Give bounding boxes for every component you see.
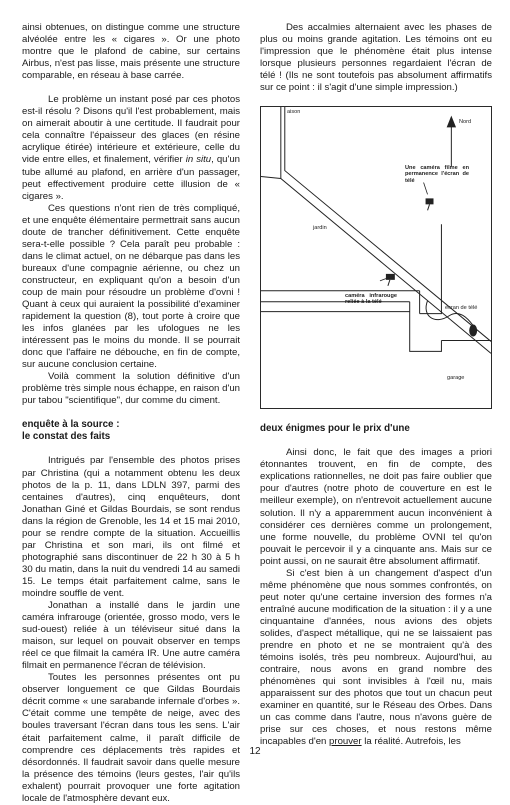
tv-screen-mark [469, 325, 477, 337]
label-ecran: écran de télé [445, 305, 478, 312]
label-maison: aison [287, 109, 301, 116]
paragraph: Ainsi donc, le fait que des images a priori étonnantes trouvent, en fin de compte, des explications rationnelles, ne doit pas faire oublier que pour d'autres (notre photo de couverture en est le meilleur exemple), on n'entrevoit actuellement aucune solution. Il n'y a apparemment aucun inconvénient à considérer ces dernières comme un prolongement, une forme nouvelle, du problème OVNI tel qu'on pouvait le percevoir il y a cinquante ans. Mais sur ce point aussi, on ne saurait être absolument affirmatif. [260, 447, 492, 567]
paragraph: Intrigués par l'ensemble des photos prises par Christina (qui a notamment obtenu les deux photos de la p. 11, dans LDLN 397, parmi des centaines d'autres), cinq enquêteurs, dont Jonathan Giné et Gildas Bourdais, se sont rendus dans la région de Grenoble, les 14 et 15 mai 2010, pour se rendre compte de la situation. Accueillis par Christina et son mari, ils ont filmé et photographié sans discontinuer de 22 h 30 à 5 h 30 du matin, dans la nuit du vendredi 14 au samedi 15. Le temps était parfaitement calme, sans le moindre souffle de vent. [22, 455, 240, 599]
section-heading: deux énigmes pour le prix d'une [260, 423, 410, 435]
paragraph: Le problème un instant posé par ces photos est-il résolu ? Disons qu'il l'est probablement, mais on aimerait aboutir à une certitude. Il faudrait pour cela connaître l'épaisseur des glaces (en résine acrylique étirée) intérieure et extérieure, celle du vide entre elles, et finalement, vérifier in situ, qu'un tube allumé au plafond, en arrière d'un passager, peut effectivement produire cette illusion de « cigares ». [22, 94, 241, 202]
paragraph: Ces questions n'ont rien de très compliqué, et une enquête élémentaire permettrait sans aucun doute de trancher définitivement. Cette enquête sera-t-elle possible ? Cela paraît peu probable : dans le climat actuel, on ne débarque pas dans les bureaux d'une compagnie aérienne, ou chez un constructeur, en expliquant qu'on a besoin d'un coup de main pour résoudre un problème d'ovni ! Quant à ceux qui auraient la possibilité d'examiner rapidement la question (8), tout porte à croire que les infos glanées par les ufologues ne les intéressent pas le moins du monde. Il se pourrait donc que l'affaire ne débouche, en fin de compte, sur aucune conclusion certaine. [22, 202, 240, 371]
house-corner-line [261, 177, 281, 179]
right-column [260, 22, 492, 748]
north-arrow [447, 117, 455, 167]
leader-line [424, 183, 428, 195]
camera-ir [386, 274, 395, 286]
paragraph: Si c'est bien à un changement d'aspect d'un même phénomène que nous sommes confrontés, on peut noter qu'une certaine inversion des formes n'a entraîné aucune modification de la situation : il y a une cinquantaine d'années, nous avions des objets solides, d'aspect métallique, qui ne se laissaient pas prendre en photo et ne se montraient qu'à des témoins isolés, très peu nombreux. Aujourd'hui, au contraire, nous avons en grand nombre des phénomènes qui sont invisibles à l'œil nu, mais apparaissent sur des photos que tout un chacun peut examiner en quantité, sur le Réseau des Orbes. Dans un cas comme dans l'autre, nous n'avons guère de prise sur ces choses, et nous restons même incapables d'en prouver la réalité. Autrefois, les [260, 567, 492, 748]
label-camera-tv: Une caméra filme en permanence l'écran de télé [405, 165, 469, 184]
paragraph: ainsi obtenues, on distingue comme une structure alvéolée entre les « cigares ». Or une photo montre que le plafond de cabine, sur certains Airbus, n'est pas lisse, mais présente une structure comparable, en réseau à base carrée. [22, 22, 240, 82]
label-garage: garage [447, 375, 465, 382]
label-camera-ir: caméra infrarouge reliée à la télé [345, 293, 397, 306]
label-nord: Nord [459, 119, 472, 126]
paragraph: Des accalmies alternaient avec les phases de plus ou moins grande agitation. Les témoins ont eu l'impression que le phénomène était plus intense lorsque plusieurs personnes regardaient l'écran de télé ! (Ils ne sont toutefois pas absolument affirmatifs sur ce point : il s'agit d'une simple impression.) [260, 22, 492, 94]
paragraph: Voilà comment la solution définitive d'un problème très simple nous échappe, en raison d'un pur tabou "scientifique", dur comme du ciment. [22, 371, 240, 407]
label-jardin: jardin [313, 225, 327, 232]
underlined-text: prouver [329, 736, 362, 748]
left-column [22, 22, 240, 805]
section-heading: enquête à la source : [22, 419, 120, 431]
paragraph: Toutes les personnes présentes ont pu observer longuement ce que Gildas Bourdais décrit comme « une sarabande infernale d'orbes ». C'était comme une tempête de neige, avec des boules traversant l'écran dans tous les sens. L'air était parfaitement calme, il paraît difficile de comprendre ces déplacements très rapides et désordonnés. Il faudrait savoir dans quelle mesure la présence des témoins (leurs gestes, l'air qu'ils exhalent) pourrait provoquer une forte agitation locale de l'atmosphère devant eux. [22, 672, 240, 804]
camera-tv [426, 199, 434, 211]
paragraph: Jonathan a installé dans le jardin une caméra infrarouge (orientée, grosso modo, vers le sud-ouest) reliée à un téléviseur situé dans la maison, sur lequel on pouvait observer en temps réel ce que filmait la caméra IR. Une autre caméra filmait en permanence l'écran de télévision. [22, 600, 240, 672]
terrace-corner [410, 302, 442, 352]
page-number: 12 [249, 746, 261, 757]
plan-drawing [261, 107, 491, 408]
italic-text: in situ [185, 154, 212, 166]
terrace-wall [420, 225, 442, 314]
house-plan-diagram [260, 106, 492, 409]
section-heading: le constat des faits [22, 431, 111, 443]
